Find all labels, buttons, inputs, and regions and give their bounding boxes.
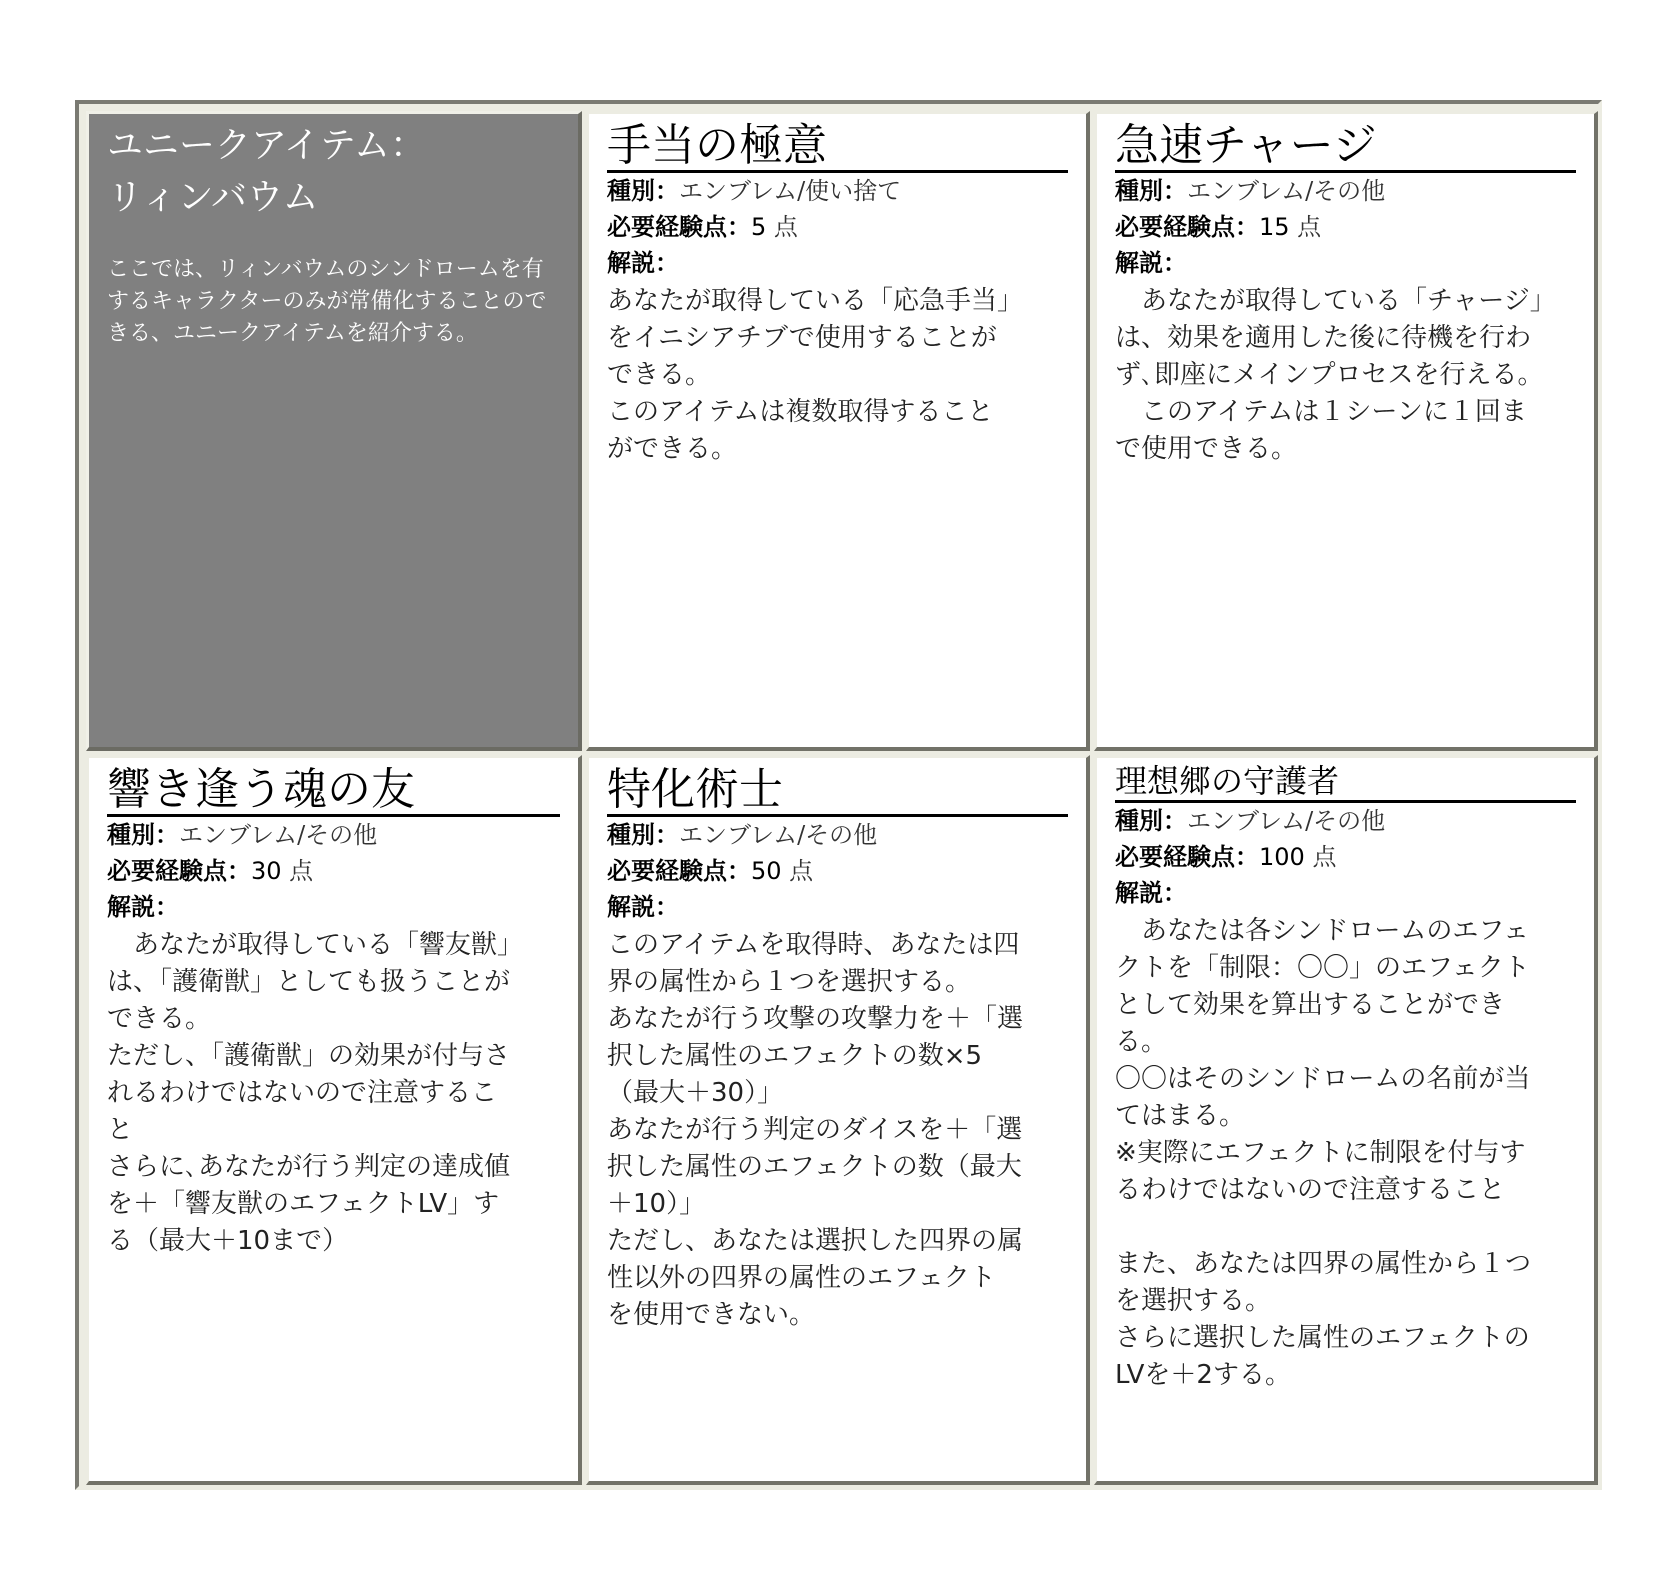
description-line: は、「護衛獣」としても扱うことが [107,967,511,997]
exp-unit: 点 [781,857,814,885]
item-exp-row [1115,839,1576,875]
description-line: を選択する。 [1115,1286,1272,1316]
description-line: あなたが取得している「応急手当」 [607,286,1024,316]
description-line: ＋10）」 [607,1189,706,1219]
description-line [1115,1209,1576,1246]
description-line: 性以外の四界の属性のエフェクト [607,1263,996,1293]
description-line: る。 [1115,1027,1168,1057]
description-line: るわけではないので注意すること [1115,1175,1506,1205]
item-desc-label-row [107,889,560,925]
exp-unit: 点 [281,857,314,885]
item-card-kyusoku-charge [1094,111,1598,751]
desc-label: 解説： [607,249,679,277]
item-description [107,927,560,1260]
exp-value: 5 [751,213,767,241]
description-line: さらに､あなたが行う判定の達成値 [107,1152,511,1182]
intro-title [107,120,560,224]
type-value: エンブレム/使い捨て [679,177,902,205]
item-description [607,283,1068,468]
exp-label: 必要経験点： [107,857,251,885]
item-title: 急速チャージ [1115,122,1576,173]
item-exp-row [607,853,1068,889]
type-label: 種別： [107,821,179,849]
description-line: ただし、「護衛獣」の効果が付与さ [107,1041,511,1071]
type-label: 種別： [607,177,679,205]
description-line: ただし、あなたは選択した四界の属 [607,1226,1024,1256]
exp-label: 必要経験点： [607,213,751,241]
exp-value: 50 [751,857,782,885]
item-description [1115,283,1576,468]
description-line: ができる。 [607,434,738,464]
desc-label: 解説： [1115,879,1187,907]
description-line: このアイテムは複数取得すること [607,397,994,427]
type-label: 種別： [607,821,679,849]
type-label: 種別： [1115,177,1187,205]
item-type-row [107,817,560,853]
item-card-risokyo-no-shugosha [1094,755,1598,1485]
exp-value: 30 [251,857,282,885]
description-line: をイニシアチブで使用することが [607,323,997,353]
item-card-tokka-jutsushi [586,755,1090,1485]
item-desc-label-row [1115,875,1576,911]
description-line: このアイテムを取得時、あなたは四 [607,930,1020,960]
item-description [1115,913,1576,1394]
item-card-hibikiau-tamashii-no-tomo [86,755,582,1485]
description-line: は、効果を適用した後に待機を行わ [1115,323,1532,353]
description-line: ず､即座にメインプロセスを行える。 [1115,360,1544,390]
description-line: あなたが取得している「響友獣」 [107,930,524,960]
description-line: と [107,1115,134,1145]
item-type-row [1115,173,1576,209]
description-line: さらに選択した属性のエフェクトの [1115,1323,1530,1353]
description-line: LVを＋2する。 [1115,1360,1291,1390]
item-title: 響き逢う魂の友 [107,766,560,817]
description-line: このアイテムは１シーンに１回ま [1115,397,1527,427]
description-line: として効果を算出することができ [1115,990,1506,1020]
intro-title-line1: ユニークアイテム： [107,125,426,166]
exp-label: 必要経験点： [1115,213,1259,241]
exp-label: 必要経験点： [607,857,751,885]
type-value: エンブレム/その他 [679,821,878,849]
intro-title-line2: リィンバウム [107,177,319,218]
description-line: あなたが行う判定のダイスを＋「選 [607,1115,1023,1145]
item-title: 理想郷の守護者 [1115,762,1576,803]
description-line: 択した属性のエフェクトの数×5 [607,1041,983,1071]
item-desc-label-row [1115,245,1576,281]
description-line: できる。 [107,1004,212,1034]
description-line: る（最大＋10まで） [107,1226,349,1256]
item-exp-row [607,209,1068,245]
description-line: ※実際にエフェクトに制限を付与す [1115,1138,1526,1168]
item-exp-row [107,853,560,889]
description-line: あなたが取得している「チャージ」 [1115,286,1556,316]
desc-label: 解説： [1115,249,1187,277]
description-line: を＋「響友獣のエフェクトLV」す [107,1189,500,1219]
item-type-row [607,173,1068,209]
exp-unit: 点 [1289,213,1322,241]
description-line: クトを「制限：〇〇」のエフェクト [1115,953,1530,983]
exp-value: 100 [1259,843,1305,871]
description-line: （最大＋30）」 [607,1078,784,1108]
item-description [607,927,1068,1334]
description-line: で使用できる。 [1115,434,1298,464]
description-line: てはまる。 [1115,1101,1246,1131]
type-value: エンブレム/その他 [179,821,378,849]
description-line: あなたが行う攻撃の攻撃力を＋「選 [607,1004,1024,1034]
desc-label: 解説： [607,893,679,921]
item-type-row [1115,803,1576,839]
description-line: 択した属性のエフェクトの数（最大 [607,1152,1022,1182]
type-value: エンブレム/その他 [1187,177,1386,205]
item-table [75,100,1602,1490]
description-line: 〇〇はそのシンドロームの名前が当 [1115,1064,1531,1094]
intro-description: ここでは、リィンバウムのシンドロームを有するキャラクターのみが常備化することのできる、ユニークアイテムを紹介する。 [107,257,547,346]
description-line: れるわけではないので注意するこ [107,1078,498,1108]
item-desc-label-row [607,889,1068,925]
exp-value: 15 [1259,213,1290,241]
exp-label: 必要経験点： [1115,843,1259,871]
intro-cell [86,111,582,751]
item-desc-label-row [607,245,1068,281]
item-card-teate-no-gokui [586,111,1090,751]
description-line: を使用できない。 [607,1300,816,1330]
type-label: 種別： [1115,807,1187,835]
item-title: 特化術士 [607,766,1068,817]
type-value: エンブレム/その他 [1187,807,1386,835]
exp-unit: 点 [766,213,798,241]
description-line: また、あなたは四界の属性から１つ [1115,1249,1532,1279]
item-type-row [607,817,1068,853]
desc-label: 解説： [107,893,179,921]
description-line: できる。 [607,360,712,390]
item-title: 手当の極意 [607,122,1068,173]
description-line: 界の属性から１つを選択する。 [607,967,972,997]
exp-unit: 点 [1304,843,1337,871]
description-line: あなたは各シンドロームのエフェ [1115,916,1530,946]
item-exp-row [1115,209,1576,245]
